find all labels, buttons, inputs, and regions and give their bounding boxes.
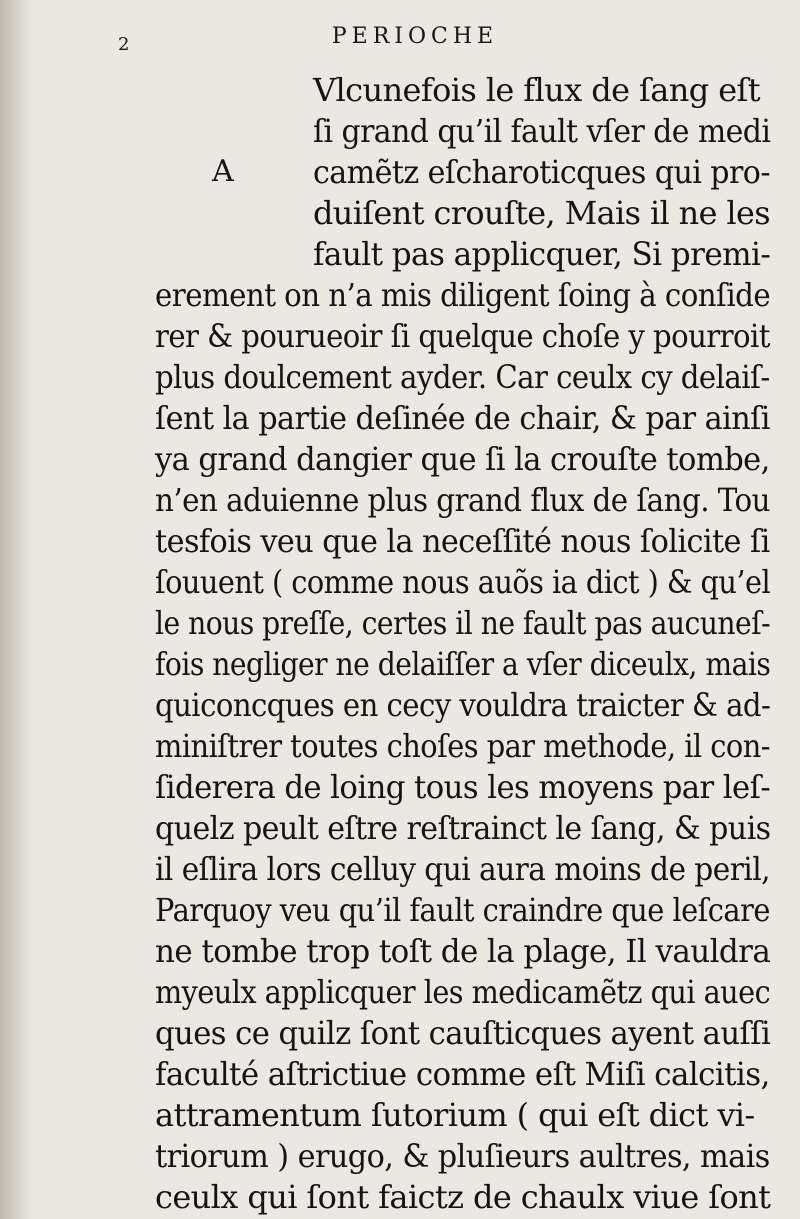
text-line: n’en aduienne plus grand flux de ſang. Tou (155, 481, 770, 519)
text-line: il eſlira lors celluy qui aura moins de peril, (155, 850, 771, 888)
text-line: ſi grand qu’il fault vſer de medi (313, 112, 771, 150)
text-line: quelz peult eſtre reſtrainct le ſang, & puis (155, 809, 771, 847)
gutter-shadow (0, 0, 32, 1219)
text-line: camẽtz eſcharoticques qui pro- (313, 153, 770, 191)
text-line: tesfois veu que la neceſſité nous ſolicite ſi (155, 522, 770, 560)
page-mark: 2 (118, 34, 130, 55)
text-line: quiconcques en cecy vouldra traicter & ad- (155, 686, 771, 724)
text-line: erement on n’a mis diligent ſoing à conſide (155, 276, 771, 314)
running-head: PERIOCHE (331, 24, 499, 49)
margin-letter: A (212, 154, 234, 189)
text-line: ya grand dangier que ſi la crouſte tombe, (155, 440, 770, 478)
text-line: ſouuent ( comme nous auõs ia dict ) & qu’el (155, 563, 771, 601)
text-line: ne tombe trop toſt de la plage, Il vauldra (155, 932, 771, 970)
text-line: plus doulcement ayder. Car ceulx cy delaiſ- (155, 358, 770, 396)
text-line: ceulx qui ſont faictz de chaulx viue ſont (155, 1178, 771, 1216)
text-line: attramentum ſutorium ( qui eſt dict vi- (155, 1096, 755, 1134)
text-line: rer & pourueoir ſi quelque choſe y pourroit (155, 317, 770, 355)
text-line: ſent la partie deſinée de chair, & par ainſi (155, 399, 770, 437)
text-line: fois negliger ne delaiſſer a vſer diceulx, mais (155, 645, 771, 683)
text-line: miniſtrer toutes choſes par methode, il con- (155, 727, 770, 765)
text-line: duiſent crouſte, Mais il ne les (313, 194, 771, 232)
text-line: le nous preſſe, certes il ne fault pas aucuneſ- (155, 604, 771, 642)
text-line: Parquoy veu qu’il fault craindre que leſcare (155, 891, 770, 929)
text-line: Vlcunefois le flux de ſang eſt (313, 71, 761, 109)
text-line: triorum ) erugo, & pluſieurs aultres, mais (155, 1137, 770, 1175)
text-line: myeulx applicquer les medicamẽtz qui auec (155, 973, 771, 1011)
text-line: fault pas applicquer, Si premi- (313, 235, 771, 273)
text-line: ques ce quilz ſont cauſticques ayent auſſi (155, 1014, 771, 1052)
text-line: ſiderera de loing tous les moyens par leſ- (155, 768, 771, 806)
text-line: faculté aſtrictiue comme eſt Miſi calcitis, (155, 1055, 770, 1093)
